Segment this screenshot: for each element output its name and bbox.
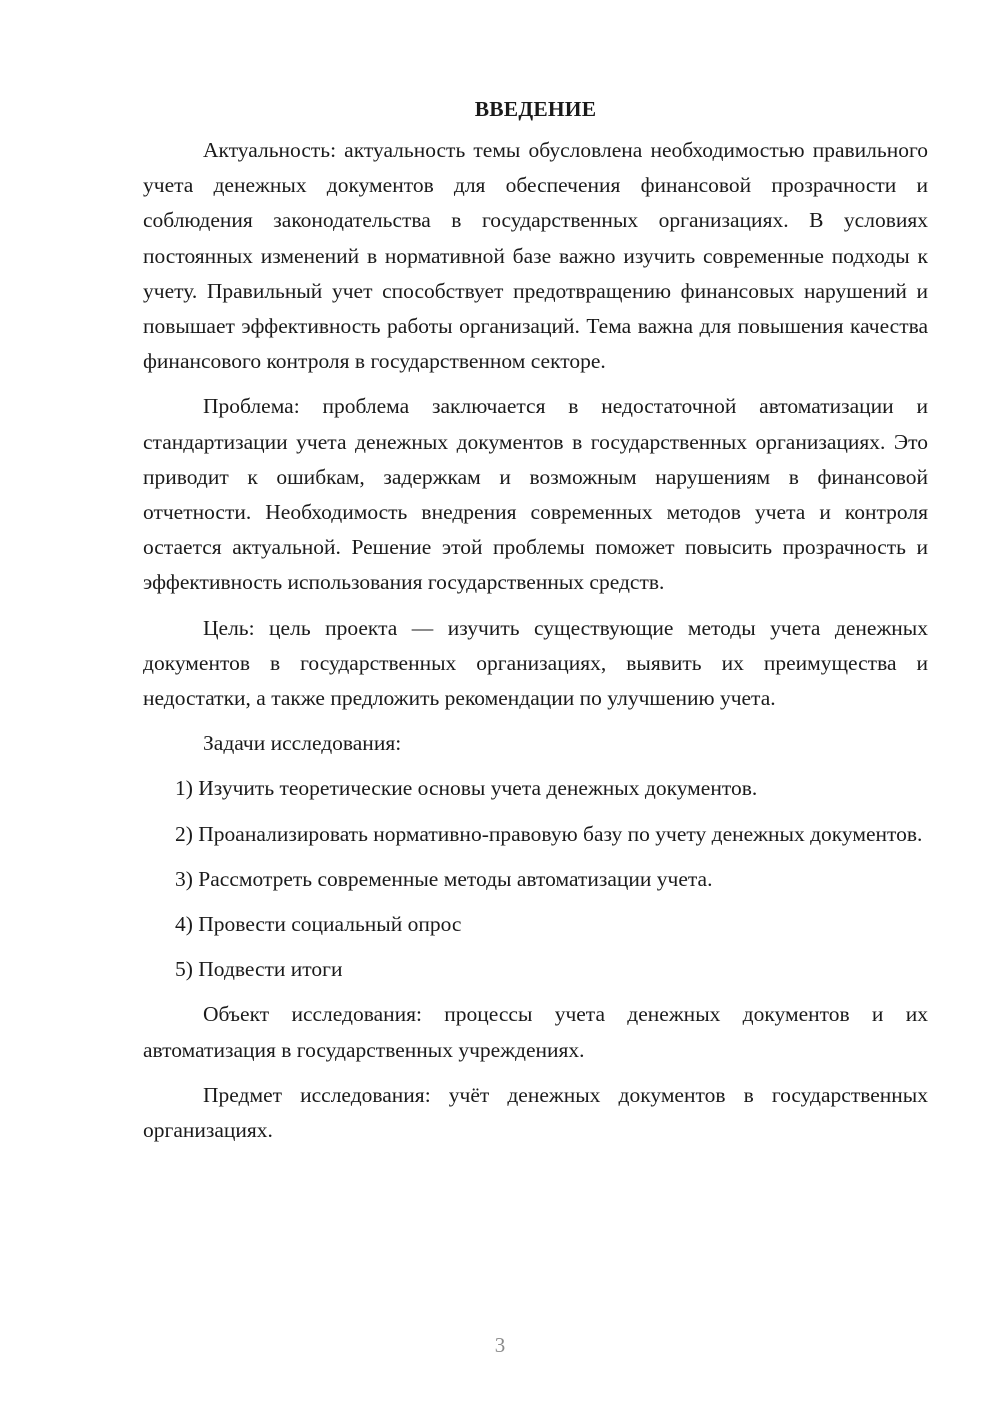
task-item-3: 3) Рассмотреть современные методы автоматизации учета.: [175, 866, 713, 891]
task-item-1: 1) Изучить теоретические основы учета денежных документов.: [175, 776, 758, 801]
task-item-4: 4) Провести социальный опрос: [175, 912, 462, 937]
paragraph-relevance: Актуальность: актуальность темы обусловлена необходимостью правильного учета денежных документов для обеспечения финансовой прозрачности и соблюдения законодательства в государственных организациях. В условиях постоянных изменений в нормативной базе важно изучить современные подходы к учету. Правильный учет способствует предотвращению финансовых нарушений и повышает эффективность работы организаций. Тема важна для повышения качества финансового контроля в государственном секторе.: [143, 138, 928, 374]
paragraph-goal: Цель: цель проекта — изучить существующие методы учета денежных документов в государственных организациях, выявить их преимущества и недостатки, а также предложить рекомендации по улучшению учета.: [143, 615, 928, 711]
page-number: 3: [494, 1333, 506, 1357]
paragraph-subject: Предмет исследования: учёт денежных документов в государственных организациях.: [143, 1082, 928, 1143]
paragraph-object: Объект исследования: процессы учета денежных документов и их автоматизация в государственных учреждениях.: [143, 1002, 928, 1062]
page-content: [143, 92, 928, 1158]
paragraph-problem: Проблема: проблема заключается в недостаточной автоматизации и стандартизации учета денежных документов в государственных организациях. Это приводит к ошибкам, задержкам и возможным нарушениям в финансовой отчетности. Необходимость внедрения современных методов учета и контроля остается актуальной. Решение этой проблемы поможет повысить прозрачность и эффективность использования государственных средств.: [143, 394, 928, 595]
page-title: ВВЕДЕНИЕ: [474, 97, 597, 121]
task-item-2: 2) Проанализировать нормативно-правовую базу по учету денежных документов.: [175, 821, 923, 846]
task-item-5: 5) Подвести итоги: [175, 957, 343, 982]
tasks-heading: Задачи исследования:: [203, 731, 402, 756]
